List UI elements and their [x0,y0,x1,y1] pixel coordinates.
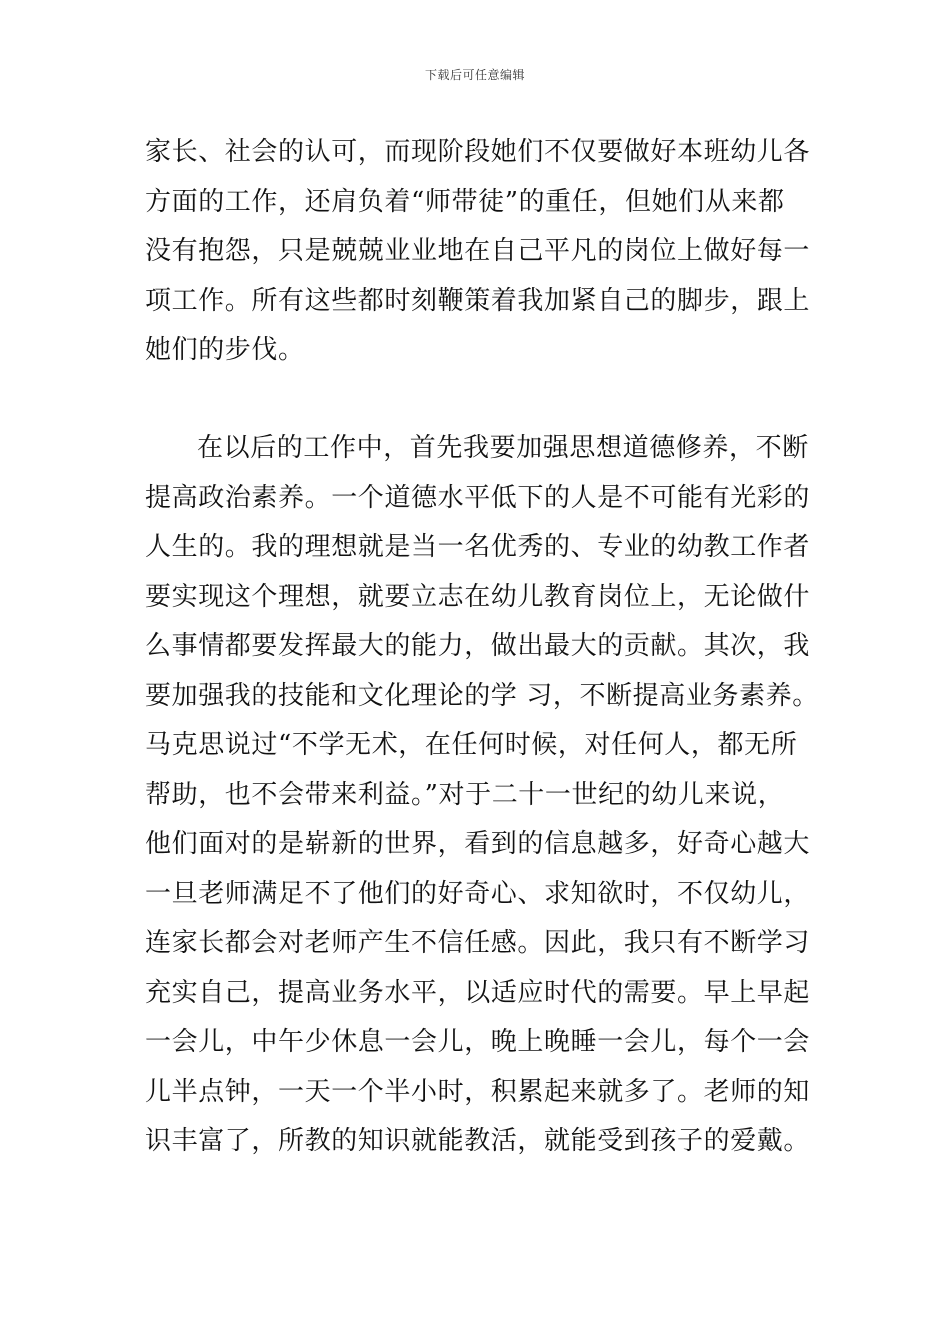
text-line: 方面的工作，还肩负着“师带徒”的重任，但她们从来都 [145,186,785,217]
text-line: 儿半点钟，一天一个半小时，积累起来就多了。老师的知 [145,1076,811,1107]
text-line: 充实自己，提高业务水平，以适应时代的需要。早上早起 [145,977,811,1008]
text-line: 人生的。我的理想就是当一名优秀的、专业的幼教工作者 [145,532,811,562]
text-line: 没有抱怨，只是兢兢业业地在自己平凡的岗位上做好每一 [145,236,811,266]
text-line: 帮助，也不会带来利益。”对于二十一世纪的幼儿来说， [145,779,785,810]
text-line: 她们的步伐。 [145,335,305,365]
text-line: 要加强我的技能和文化理论的学 习，不断提高业务素养。 [145,680,819,711]
text-line: 提高政治素养。一个道德水平低下的人是不可能有光彩的 [145,482,811,513]
page-header-note: 下载后可任意编辑 [424,68,525,82]
text-line: 一旦老师满足不了他们的好奇心、求知欲时，不仅幼儿， [145,878,811,909]
text-line: 一会儿，中午少休息一会儿，晚上晚睡一会儿，每个一会 [145,1027,811,1057]
text-line: 要实现这个理想，就要立志在幼儿教育岗位上，无论做什 [145,581,811,612]
text-line: 识丰富了，所教的知识就能教活，就能受到孩子的爱戴。 [145,1126,811,1156]
text-line: 马克思说过“不学无术，在任何时候，对任何人，都无所 [145,730,798,760]
paragraph-1 [145,128,815,376]
paragraph-2 [145,424,819,1167]
text-line: 他们面对的是崭新的世界，看到的信息越多，好奇心越大 [145,829,811,859]
text-line: 家长、社会的认可，而现阶段她们不仅要做好本班幼儿各 [145,137,811,167]
text-line: 项工作。所有这些都时刻鞭策着我加紧自己的脚步，跟上 [145,285,811,316]
text-line: 连家长都会对老师产生不信任感。因此，我只有不断学习 [145,928,811,958]
text-line: 么事情都要发挥最大的能力，做出最大的贡献。其次，我 [145,631,811,661]
text-line: 在以后的工作中，首先我要加强思想道德修养，不断 [197,433,809,463]
